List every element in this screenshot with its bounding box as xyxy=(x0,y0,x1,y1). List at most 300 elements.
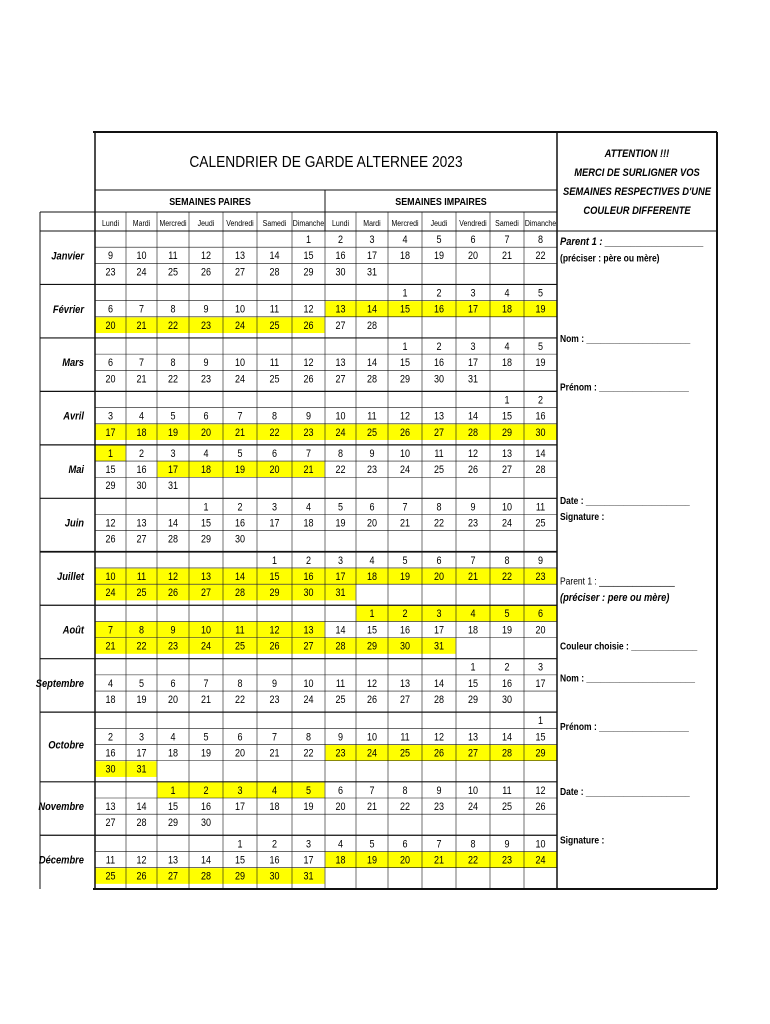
day-number: 24 xyxy=(136,266,147,279)
day-number: 9 xyxy=(369,448,375,461)
day-number: 21 xyxy=(136,320,147,333)
day-number: 24 xyxy=(535,854,546,867)
day-number: 14 xyxy=(467,410,479,423)
day-number: 23 xyxy=(433,801,445,814)
day-number: 29 xyxy=(234,870,246,883)
day-number: 8 xyxy=(402,785,408,798)
day-number: 20 xyxy=(399,854,411,867)
day-number: 23 xyxy=(467,517,479,530)
side-form-field: Nom : ______________________ xyxy=(560,333,691,345)
day-number: 26 xyxy=(200,266,212,279)
day-number: 20 xyxy=(335,801,346,814)
day-number: 14 xyxy=(433,678,445,691)
day-number: 14 xyxy=(366,357,378,370)
day-number: 21 xyxy=(433,854,445,867)
day-number: 11 xyxy=(502,785,512,798)
day-header-label: Vendredi xyxy=(226,218,254,229)
day-number: 7 xyxy=(470,555,476,568)
day-number: 17 xyxy=(234,801,246,814)
day-number: 16 xyxy=(433,303,445,316)
highlight-layer xyxy=(96,301,557,884)
day-number: 14 xyxy=(335,624,346,637)
day-number: 31 xyxy=(303,870,314,883)
day-number: 1 xyxy=(203,501,209,514)
attention-line-2: MERCI DE SURLIGNER VOS xyxy=(574,167,700,180)
day-number: 25 xyxy=(136,587,147,600)
day-header-label: Samedi xyxy=(262,218,287,229)
day-number: 20 xyxy=(269,464,280,477)
day-number: 15 xyxy=(303,250,314,263)
month-label: Décembre xyxy=(38,854,84,867)
day-number: 12 xyxy=(200,250,212,263)
day-number: 28 xyxy=(366,320,378,333)
day-number: 9 xyxy=(504,838,510,851)
day-number: 22 xyxy=(167,320,179,333)
day-number: 19 xyxy=(535,357,546,370)
day-number: 9 xyxy=(271,678,278,691)
side-form-field: (préciser : père ou mère) xyxy=(560,252,660,264)
day-number: 15 xyxy=(535,731,546,744)
day-number: 11 xyxy=(367,410,377,423)
day-header-label: Lundi xyxy=(101,218,120,229)
day-number: 29 xyxy=(467,694,479,707)
day-number: 20 xyxy=(366,517,378,530)
day-number: 1 xyxy=(470,661,476,674)
day-number: 28 xyxy=(200,870,212,883)
day-number: 31 xyxy=(433,640,445,653)
day-number: 28 xyxy=(433,694,445,707)
side-form-field: Parent 1 : ________________ xyxy=(560,576,675,587)
day-number: 2 xyxy=(305,555,312,568)
day-number: 2 xyxy=(237,501,243,514)
day-number: 7 xyxy=(369,785,375,798)
day-number: 12 xyxy=(105,517,116,530)
day-number: 17 xyxy=(136,747,147,760)
day-number: 16 xyxy=(535,410,546,423)
day-number: 20 xyxy=(167,694,179,707)
day-number: 17 xyxy=(366,250,378,263)
day-number: 3 xyxy=(337,555,344,568)
day-number: 9 xyxy=(305,410,312,423)
day-number: 6 xyxy=(470,234,476,247)
day-number: 27 xyxy=(167,870,179,883)
day-number: 18 xyxy=(200,464,212,477)
day-number: 23 xyxy=(303,427,314,440)
day-number: 21 xyxy=(136,373,147,386)
day-number: 13 xyxy=(335,357,346,370)
day-number: 6 xyxy=(203,410,209,423)
day-number: 14 xyxy=(535,448,546,461)
day-number: 31 xyxy=(366,266,378,279)
day-header-label: Dimanche xyxy=(524,218,557,229)
day-number: 3 xyxy=(237,785,243,798)
even-weeks-heading: SEMAINES PAIRES xyxy=(169,196,251,209)
day-number: 20 xyxy=(200,427,212,440)
day-number: 11 xyxy=(400,731,410,744)
day-number: 13 xyxy=(105,801,116,814)
day-number: 19 xyxy=(136,694,147,707)
day-number: 15 xyxy=(167,801,179,814)
day-number: 16 xyxy=(399,624,411,637)
day-number: 19 xyxy=(234,464,246,477)
day-number: 13 xyxy=(200,571,212,584)
day-number: 4 xyxy=(305,501,312,514)
day-number: 22 xyxy=(167,373,179,386)
day-number: 4 xyxy=(203,448,209,461)
day-number: 10 xyxy=(366,731,378,744)
month-label: Janvier xyxy=(51,250,84,263)
day-number: 6 xyxy=(402,838,408,851)
day-number: 4 xyxy=(470,608,476,621)
day-number: 24 xyxy=(234,320,246,333)
day-number: 14 xyxy=(269,250,280,263)
day-number: 3 xyxy=(271,501,278,514)
day-number: 5 xyxy=(305,785,312,798)
day-number: 11 xyxy=(269,303,280,316)
day-number: 27 xyxy=(303,640,314,653)
day-number: 14 xyxy=(501,731,513,744)
day-number: 7 xyxy=(305,448,312,461)
day-number: 27 xyxy=(136,533,147,546)
day-number: 17 xyxy=(335,571,346,584)
day-number: 16 xyxy=(234,517,246,530)
day-number: 4 xyxy=(337,838,344,851)
day-number: 10 xyxy=(501,501,513,514)
day-number: 7 xyxy=(138,303,145,316)
day-number: 10 xyxy=(535,838,546,851)
day-number: 31 xyxy=(467,373,479,386)
day-number: 24 xyxy=(467,801,479,814)
day-header-label: Dimanche xyxy=(292,218,325,229)
day-number: 29 xyxy=(535,747,546,760)
side-form-field: Date : ______________________ xyxy=(560,495,690,506)
day-number: 26 xyxy=(433,747,445,760)
day-number: 5 xyxy=(203,731,209,744)
day-number: 15 xyxy=(467,678,479,691)
day-number: 13 xyxy=(136,517,147,530)
day-number: 27 xyxy=(234,266,246,279)
day-number: 25 xyxy=(433,464,445,477)
day-number: 21 xyxy=(200,694,212,707)
day-number: 19 xyxy=(501,624,513,637)
day-number: 14 xyxy=(167,517,179,530)
day-number: 25 xyxy=(105,870,116,883)
day-number: 19 xyxy=(433,250,445,263)
day-number: 18 xyxy=(167,747,179,760)
day-number: 1 xyxy=(271,555,278,568)
day-number: 6 xyxy=(436,555,442,568)
day-number: 30 xyxy=(433,373,445,386)
day-number: 11 xyxy=(434,448,444,461)
day-number: 7 xyxy=(138,357,145,370)
day-number: 19 xyxy=(200,747,212,760)
day-number: 8 xyxy=(436,501,442,514)
day-number: 10 xyxy=(136,250,147,263)
day-number: 8 xyxy=(470,838,476,851)
day-number: 3 xyxy=(107,410,114,423)
day-number: 29 xyxy=(105,480,116,493)
day-number: 12 xyxy=(303,357,314,370)
day-number: 23 xyxy=(105,266,116,279)
day-header-label: Vendredi xyxy=(459,218,487,229)
day-number: 15 xyxy=(399,303,411,316)
day-number: 25 xyxy=(399,747,411,760)
day-number: 31 xyxy=(167,480,179,493)
day-number: 1 xyxy=(504,394,510,407)
day-number: 25 xyxy=(366,427,378,440)
day-number: 8 xyxy=(271,410,278,423)
day-number: 14 xyxy=(234,571,246,584)
day-number: 3 xyxy=(305,838,312,851)
day-number: 11 xyxy=(105,854,116,867)
side-form-field: Signature : xyxy=(560,834,605,846)
day-number: 28 xyxy=(136,817,147,830)
day-number: 6 xyxy=(237,731,243,744)
day-number: 7 xyxy=(203,678,209,691)
day-number: 6 xyxy=(271,448,278,461)
day-number: 30 xyxy=(501,694,513,707)
day-number: 4 xyxy=(138,410,145,423)
day-number: 25 xyxy=(167,266,179,279)
day-number: 15 xyxy=(105,464,116,477)
day-number: 15 xyxy=(234,854,246,867)
day-number: 30 xyxy=(234,533,246,546)
day-number: 16 xyxy=(501,678,513,691)
side-form-field: Signature : xyxy=(560,511,605,523)
day-number: 26 xyxy=(105,533,116,546)
day-number: 10 xyxy=(234,303,246,316)
day-number: 25 xyxy=(335,694,346,707)
day-number: 9 xyxy=(107,250,114,263)
day-number: 23 xyxy=(269,694,280,707)
day-number: 8 xyxy=(504,555,510,568)
day-number: 23 xyxy=(167,640,179,653)
day-number: 30 xyxy=(269,870,280,883)
day-number: 12 xyxy=(467,448,479,461)
day-number: 16 xyxy=(335,250,346,263)
day-number: 4 xyxy=(107,678,114,691)
day-number: 1 xyxy=(107,448,114,461)
day-number: 12 xyxy=(535,785,546,798)
day-number: 4 xyxy=(170,731,176,744)
day-number: 21 xyxy=(399,517,411,530)
highlighted-week xyxy=(357,606,557,622)
day-number: 16 xyxy=(303,571,314,584)
day-number: 20 xyxy=(535,624,546,637)
day-number: 24 xyxy=(234,373,246,386)
day-number: 1 xyxy=(402,341,408,354)
day-number: 12 xyxy=(136,854,147,867)
day-number: 16 xyxy=(269,854,280,867)
highlighted-week xyxy=(96,424,557,440)
day-number: 18 xyxy=(105,694,116,707)
day-number: 26 xyxy=(467,464,479,477)
day-number: 29 xyxy=(399,373,411,386)
day-number: 3 xyxy=(369,234,375,247)
day-number: 12 xyxy=(366,678,378,691)
day-number: 21 xyxy=(366,801,378,814)
day-number: 31 xyxy=(335,587,346,600)
day-number: 13 xyxy=(167,854,179,867)
day-number: 27 xyxy=(467,747,479,760)
day-number: 28 xyxy=(335,640,346,653)
day-number: 22 xyxy=(535,250,546,263)
day-number: 2 xyxy=(436,341,442,354)
day-number: 24 xyxy=(303,694,314,707)
day-number: 19 xyxy=(303,801,314,814)
day-number: 19 xyxy=(535,303,546,316)
day-number: 7 xyxy=(402,501,408,514)
day-number: 20 xyxy=(105,320,116,333)
day-number: 3 xyxy=(170,448,176,461)
day-number: 9 xyxy=(436,785,442,798)
side-form-field: Prénom : ___________________ xyxy=(560,721,689,733)
day-number: 25 xyxy=(234,640,246,653)
day-number: 29 xyxy=(501,427,513,440)
day-number: 29 xyxy=(366,640,378,653)
day-number: 17 xyxy=(167,464,179,477)
day-number: 17 xyxy=(433,624,445,637)
day-number: 5 xyxy=(337,501,344,514)
day-number: 21 xyxy=(501,250,513,263)
day-number: 23 xyxy=(366,464,378,477)
day-number: 16 xyxy=(105,747,116,760)
day-number: 29 xyxy=(269,587,280,600)
attention-line-4: COULEUR DIFFERENTE xyxy=(583,205,691,218)
day-number: 5 xyxy=(537,341,544,354)
day-number: 5 xyxy=(504,608,510,621)
month-label: Février xyxy=(52,304,84,316)
day-number: 25 xyxy=(501,801,513,814)
day-number: 8 xyxy=(537,234,544,247)
day-number: 2 xyxy=(537,394,544,407)
day-number: 16 xyxy=(200,801,212,814)
day-number: 6 xyxy=(107,303,114,316)
day-number: 8 xyxy=(138,624,145,637)
day-number: 18 xyxy=(269,801,280,814)
day-header-label: Jeudi xyxy=(197,218,215,229)
day-number: 26 xyxy=(366,694,378,707)
day-number: 9 xyxy=(337,731,344,744)
day-number: 26 xyxy=(269,640,280,653)
day-number: 27 xyxy=(335,320,346,333)
day-number: 22 xyxy=(467,854,479,867)
day-header-label: Mardi xyxy=(132,218,151,229)
day-number: 28 xyxy=(269,266,280,279)
day-number: 15 xyxy=(269,571,280,584)
day-number: 10 xyxy=(467,785,479,798)
text-layer xyxy=(36,148,712,883)
day-number: 18 xyxy=(501,357,513,370)
side-form-field: Parent 1 : ___________________ xyxy=(560,236,704,249)
side-form-field: Nom : _______________________ xyxy=(560,673,695,684)
day-number: 13 xyxy=(433,410,445,423)
day-number: 9 xyxy=(170,624,176,637)
day-number: 2 xyxy=(138,448,145,461)
day-header-label: Lundi xyxy=(331,218,350,229)
day-number: 21 xyxy=(303,464,314,477)
day-number: 22 xyxy=(501,571,513,584)
month-label: Juillet xyxy=(57,571,84,584)
day-number: 7 xyxy=(504,234,510,247)
day-number: 10 xyxy=(200,624,212,637)
day-number: 22 xyxy=(335,464,346,477)
month-label: Mai xyxy=(68,464,84,477)
day-number: 19 xyxy=(335,517,346,530)
day-number: 21 xyxy=(467,571,479,584)
day-number: 27 xyxy=(433,427,445,440)
day-number: 8 xyxy=(237,678,243,691)
day-number: 17 xyxy=(303,854,314,867)
day-number: 30 xyxy=(136,480,147,493)
day-number: 23 xyxy=(200,373,212,386)
day-number: 13 xyxy=(335,303,346,316)
day-number: 1 xyxy=(369,608,375,621)
day-header-label: Mardi xyxy=(363,218,381,229)
side-form-field: Couleur choisie : ______________ xyxy=(560,640,698,652)
side-form-field: (préciser : pere ou mère) xyxy=(560,592,670,605)
day-header-label: Jeudi xyxy=(430,218,448,229)
day-number: 18 xyxy=(467,624,479,637)
day-number: 15 xyxy=(399,357,411,370)
day-header-label: Mercredi xyxy=(391,218,419,229)
day-number: 5 xyxy=(436,234,442,247)
day-number: 8 xyxy=(337,448,344,461)
day-number: 10 xyxy=(234,357,246,370)
day-number: 9 xyxy=(537,555,544,568)
day-number: 14 xyxy=(366,303,378,316)
day-number: 8 xyxy=(305,731,312,744)
day-number: 28 xyxy=(535,464,546,477)
day-number: 7 xyxy=(237,410,243,423)
day-number: 23 xyxy=(335,747,346,760)
day-number: 24 xyxy=(335,427,346,440)
day-number: 10 xyxy=(399,448,411,461)
day-number: 6 xyxy=(107,357,114,370)
day-number: 6 xyxy=(170,678,176,691)
day-number: 26 xyxy=(167,587,179,600)
day-number: 30 xyxy=(535,427,546,440)
day-number: 6 xyxy=(537,608,544,621)
day-number: 16 xyxy=(136,464,147,477)
day-number: 21 xyxy=(269,747,280,760)
day-number: 6 xyxy=(369,501,375,514)
day-number: 31 xyxy=(136,763,147,777)
day-number: 24 xyxy=(399,464,411,477)
day-number: 29 xyxy=(167,817,179,830)
side-form-field: Prénom : ___________________ xyxy=(560,382,689,393)
day-number: 25 xyxy=(269,373,280,386)
day-number: 20 xyxy=(467,250,479,263)
day-number: 2 xyxy=(436,287,442,300)
highlighted-week xyxy=(96,568,557,584)
day-number: 17 xyxy=(535,678,546,691)
day-number: 21 xyxy=(234,427,246,440)
day-number: 29 xyxy=(200,533,212,546)
day-number: 26 xyxy=(399,427,411,440)
day-number: 22 xyxy=(399,801,411,814)
day-number: 22 xyxy=(269,427,280,440)
month-label: Octobre xyxy=(48,739,84,752)
day-number: 22 xyxy=(433,517,445,530)
day-number: 5 xyxy=(537,287,544,300)
day-number: 25 xyxy=(535,517,546,530)
day-number: 3 xyxy=(537,661,544,674)
day-number: 9 xyxy=(470,501,476,514)
day-number: 28 xyxy=(234,587,246,600)
day-number: 18 xyxy=(136,427,147,440)
day-number: 29 xyxy=(303,266,314,279)
